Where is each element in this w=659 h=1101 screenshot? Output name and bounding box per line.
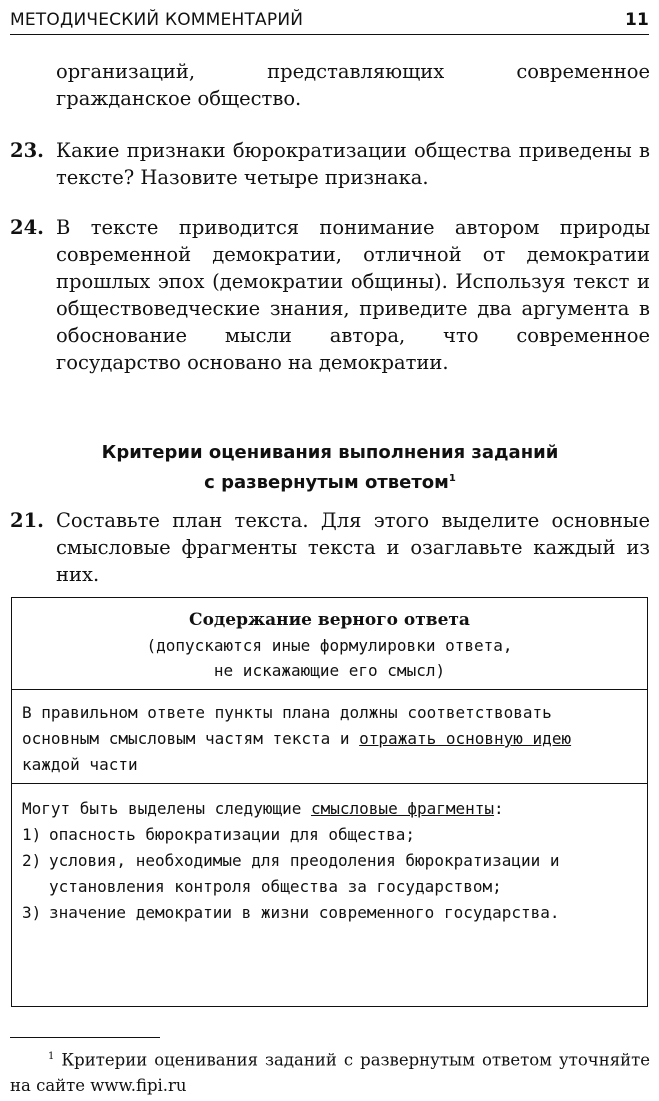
underlined-text: смысловые фрагменты	[311, 799, 495, 818]
table-heading-note: (допускаются иные формулировки ответа,	[146, 636, 513, 655]
criteria-heading	[10, 440, 650, 496]
continuation-paragraph	[10, 58, 650, 112]
criteria-heading-line-2: с развернутым ответом$^1$	[204, 472, 456, 493]
list-item: 2) условия, необходимые для преодоления бюрократизации и установления контроля общества за государством;	[22, 851, 560, 896]
criteria-heading-line-1: Критерии оценивания выполнения заданий	[101, 442, 559, 463]
question-number: 24.	[10, 216, 44, 239]
footnote-mark: 1	[448, 473, 456, 484]
footnote-text: Критерии оценивания заданий с развернутым ответом уточняйте на сайте www.fipi.ru	[10, 1050, 651, 1095]
footnote	[10, 1044, 650, 1098]
question-text: В тексте приводится понимание автором природы современной демократии, отличной от демократии прошлых эпох (демократии общины). Используя текст и обществоведческие знания, приведите два аргумента в обоснование мысли автора, что современное государство основано на демократии.	[56, 216, 650, 374]
requirements-text: В правильном ответе пункты плана должны соответствовать основным смысловым частям текста и отражать основную идею каждой части	[22, 703, 572, 774]
table-heading-cell	[12, 598, 647, 690]
underlined-text: отражать основную идею	[359, 729, 572, 748]
footnote-rule	[10, 1037, 160, 1038]
task-text: Составьте план текста. Для этого выделите основные смысловые фрагменты текста и озаглавьте каждый из них.	[56, 509, 650, 586]
footnote-mark: 1	[48, 1051, 55, 1062]
table-row-fragments	[12, 784, 647, 1006]
table-heading-title: Содержание верного ответа	[189, 610, 470, 630]
question-23	[10, 137, 650, 191]
task-number: 21.	[10, 509, 44, 532]
answer-table	[11, 597, 648, 1007]
question-number: 23.	[10, 139, 44, 162]
table-heading-note: не искажающие его смысл)	[213, 661, 446, 680]
page-header	[10, 8, 649, 35]
continuation-text: организаций, представляющих современное гражданское общество.	[56, 60, 650, 110]
question-text: Какие признаки бюрократизации общества приведены в тексте? Назовите четыре признака.	[56, 139, 650, 189]
fragments-intro: Могут быть выделены следующие смысловые фрагменты:	[22, 799, 504, 818]
task-21	[10, 507, 650, 588]
list-item: 1) опасность бюрократизации для общества;	[22, 825, 416, 844]
table-row-requirements	[12, 690, 647, 784]
list-item: 3) значение демократии в жизни современного государства.	[22, 903, 560, 922]
question-24	[10, 214, 650, 376]
page-number: 11	[624, 10, 649, 30]
running-title: МЕТОДИЧЕСКИЙ КОММЕНТАРИЙ	[10, 10, 304, 30]
